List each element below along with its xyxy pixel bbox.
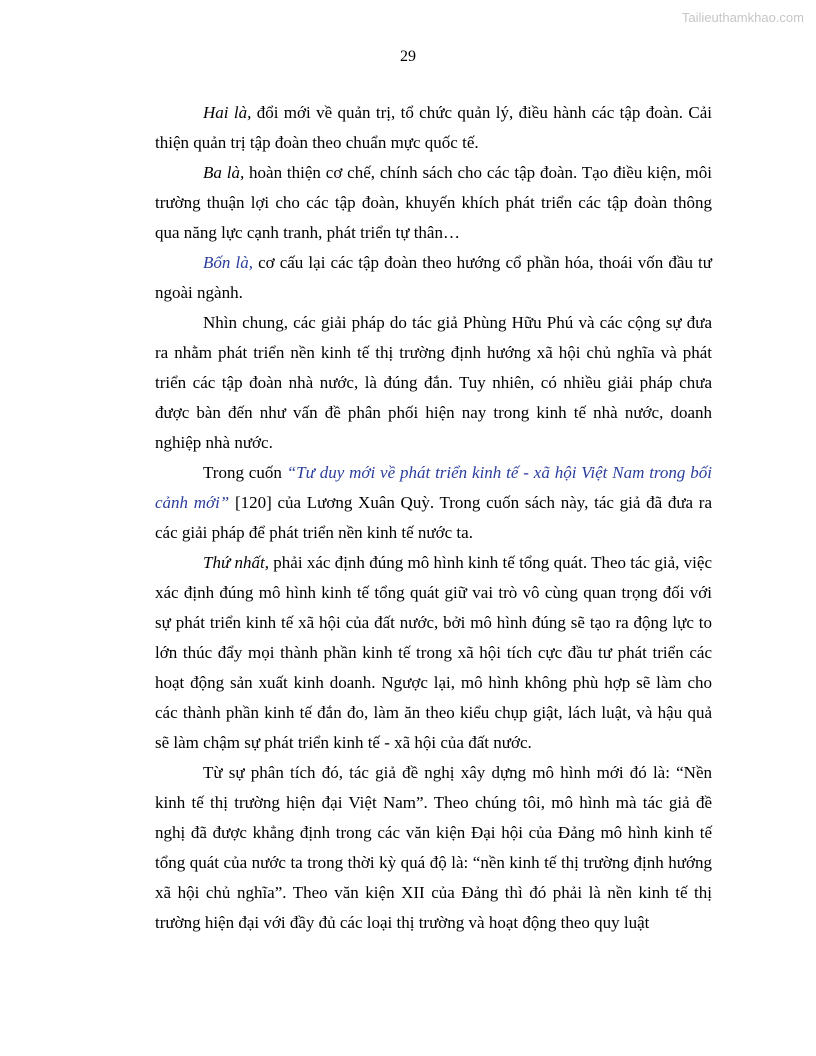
watermark-text: Tailieuthamkhao.com — [681, 10, 804, 25]
paragraph — [155, 98, 712, 158]
paragraph-text: [120] của Lương Xuân Quỳ. Trong cuốn sách này, tác giả đã đưa ra các giải pháp để phát triển nền kinh tế nước ta. — [155, 493, 712, 542]
document-body — [155, 98, 712, 938]
paragraph-text: Trong cuốn — [203, 463, 287, 482]
paragraph-text: hoàn thiện cơ chế, chính sách cho các tập đoàn. Tạo điều kiện, môi trường thuận lợi cho các tập đoàn, khuyến khích phát triển các tập đoàn thông qua năng lực cạnh tranh, phát triển tự thân… — [155, 163, 712, 242]
book-title-citation: “Tư duy mới về phát triển kinh tế - xã hội Việt Nam trong bối cảnh mới” — [155, 463, 712, 512]
lead-in-phrase: Bốn là, — [203, 253, 253, 272]
paragraph-text: Nhìn chung, các giải pháp do tác giả Phùng Hữu Phú và các cộng sự đưa ra nhằm phát triển nền kinh tế thị trường định hướng xã hội chủ nghĩa và phát triển các tập đoàn nhà nước, là đúng đắn. Tuy nhiên, có nhiều giải pháp chưa được bàn đến như vấn đề phân phối hiện nay trong kinh tế nhà nước, doanh nghiệp nhà nước. — [155, 313, 712, 452]
paragraph — [155, 308, 712, 458]
paragraph-text: Từ sự phân tích đó, tác giả đề nghị xây dựng mô hình mới đó là: “Nền kinh tế thị trường hiện đại Việt Nam”. Theo chúng tôi, mô hình mà tác giả đề nghị đã được khẳng định trong các văn kiện Đại hội của Đảng mô hình kinh tế tổng quát của nước ta trong thời kỳ quá độ là: “nền kinh tế thị trường định hướng xã hội chủ nghĩa”. Theo văn kiện XII của Đảng thì đó phải là nền kinh tế thị trường hiện đại với đầy đủ các loại thị trường và hoạt động theo quy luật — [155, 763, 712, 932]
paragraph — [155, 548, 712, 758]
paragraph — [155, 248, 712, 308]
paragraph-text: đổi mới về quản trị, tổ chức quản lý, điều hành các tập đoàn. Cải thiện quản trị tập đoàn theo chuẩn mực quốc tế. — [155, 103, 712, 152]
paragraph-text: cơ cấu lại các tập đoàn theo hướng cổ phần hóa, thoái vốn đầu tư ngoài ngành. — [155, 253, 712, 302]
lead-in-phrase: Thứ nhất, — [203, 553, 269, 572]
paragraph — [155, 158, 712, 248]
lead-in-phrase: Hai là, — [203, 103, 252, 122]
page-number: 29 — [400, 48, 416, 65]
lead-in-phrase: Ba là, — [203, 163, 245, 182]
paragraph — [155, 458, 712, 548]
paragraph-text: phải xác định đúng mô hình kinh tế tổng quát. Theo tác giả, việc xác định đúng mô hình kinh tế tổng quát giữ vai trò vô cùng quan trọng đối với sự phát triển kinh tế xã hội của đất nước, bởi mô hình đúng sẽ tạo ra động lực to lớn thúc đẩy mọi thành phần kinh tế trong xã hội tích cực đầu tư phát triển các hoạt động sản xuất kinh doanh. Ngược lại, mô hình không phù hợp sẽ làm cho các thành phần kinh tế đắn đo, làm ăn theo kiểu chụp giật, lách luật, và hậu quả sẽ làm chậm sự phát triển kinh tế - xã hội của đất nước. — [155, 553, 712, 752]
paragraph — [155, 758, 712, 938]
